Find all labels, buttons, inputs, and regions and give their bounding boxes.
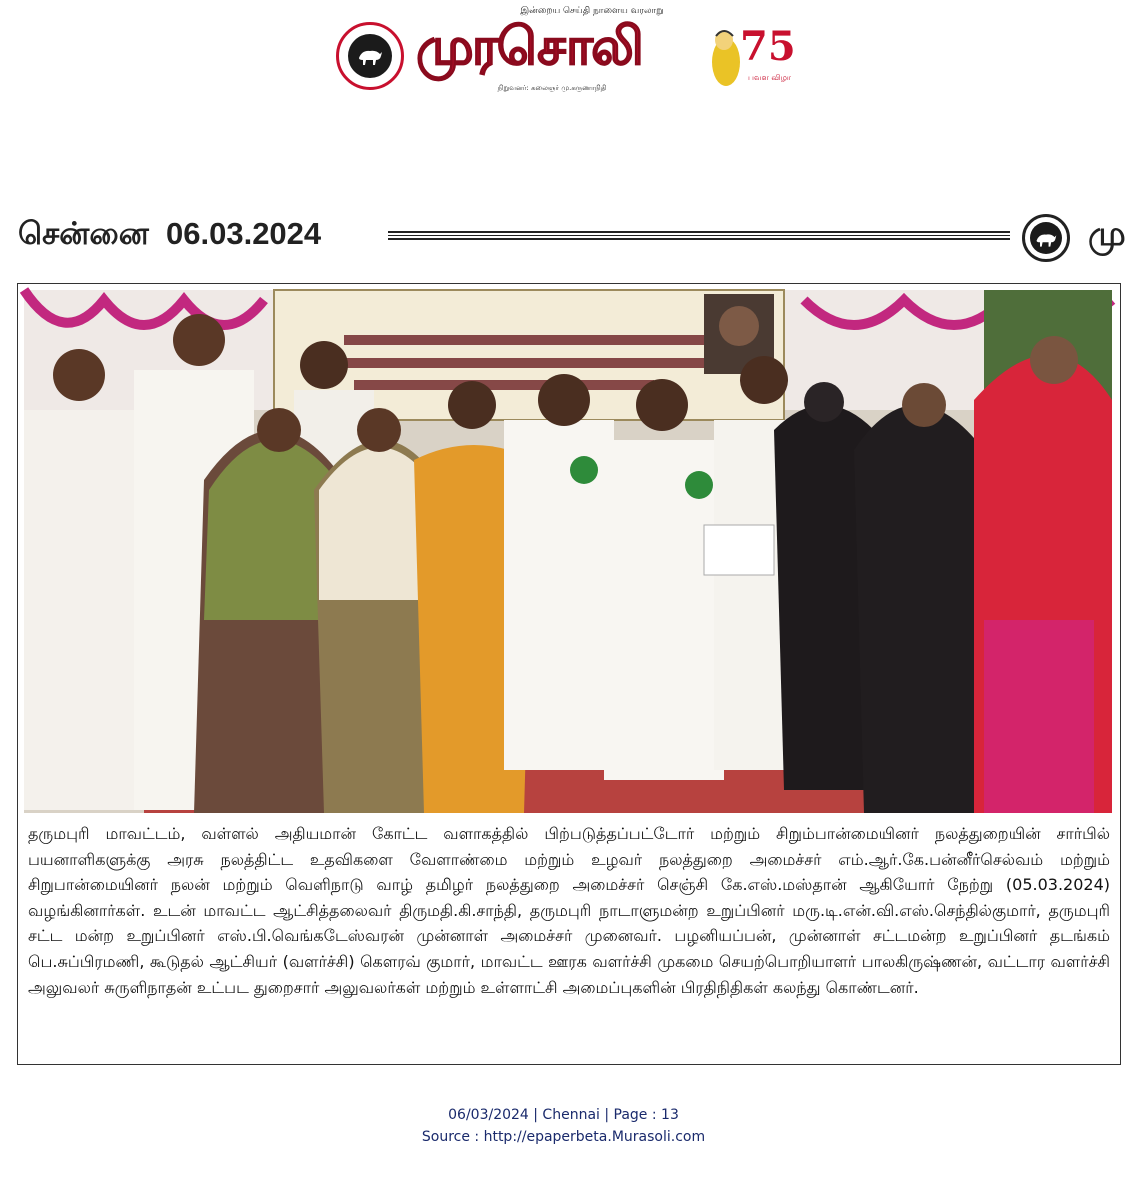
dateline-rule	[388, 231, 1010, 240]
dateline	[18, 212, 1127, 262]
anniversary-label: பவள விழா	[748, 73, 792, 82]
small-bull-icon	[1034, 228, 1058, 248]
dateline-trailing-text: மு	[1088, 214, 1126, 254]
founder-line: நிறுவனர்: கலைஞர் மு.கருணாநிதி	[497, 84, 607, 92]
group-photo-image	[24, 290, 1112, 813]
news-article	[17, 283, 1121, 1065]
page-footer	[0, 1104, 1127, 1148]
footer-source-line: Source : http://epaperbeta.Murasoli.com	[421, 1129, 706, 1145]
small-party-emblem-icon	[1022, 214, 1070, 262]
dateline-text	[18, 216, 321, 256]
masthead	[332, 6, 796, 98]
anniversary-number: 75	[740, 23, 796, 70]
party-emblem-icon	[336, 22, 404, 90]
dateline-city: சென்னை	[18, 216, 149, 251]
anniversary-75-icon	[704, 10, 796, 94]
masthead-tagline: இன்றைய செய்தி நாளைய வரலாறு	[520, 6, 664, 16]
newspaper-logo: முரசொலி	[416, 17, 642, 77]
article-caption: தருமபுரி மாவட்டம், வள்ளல் அதியமான் கோட்ட வளாகத்தில் பிற்படுத்தப்பட்டோர் மற்றும் சிறும்பான்மையினர் நலத்துறையின் சார்பில் பயனாளிகளுக்கு அரசு நலத்திட்ட உதவிகளை வேளாண்மை மற்றும் உழவர் நலத்துறை அமைச்சர் எம்.ஆர்.கே.பன்னீர்செல்வம் மற்றும் சிறுபான்மையினர் நலன் மற்றும் வெளிநாடு வாழ் தமிழர் நலத்துறை அமைச்சர் செஞ்சி கே.எஸ்.மஸ்தான் ஆகியோர் நேற்று (05.03.2024) வழங்கினார்கள். உடன் மாவட்ட ஆட்சித்தலைவர் திருமதி.கி.சாந்தி, தருமபுரி நாடாளுமன்ற உறுப்பினர் மரு.டி.என்.வி.எஸ்.செந்தில்குமார், தருமபுரி சட்ட மன்ற உறுப்பினர் எஸ்.பி.வெங்கடேஸ்வரன் முன்னாள் அமைச்சர் முனைவர். பழனியப்பன், முன்னாள் சட்டமன்ற உறுப்பினர் தடங்கம் பெ.சுப்பிரமணி, கூடுதல் ஆட்சியர் (வளர்ச்சி) கௌரவ் குமார், மாவட்ட ஊரக வளர்ச்சி முகமை செயற்பொறியாளர் பாலகிருஷ்ணன், வட்டார வளர்ச்சி அலுவலர் சுருளிநாதன் உட்பட துறைசார் அலுவலர்கள் மற்றும் உள்ளாட்சி அமைப்புகளின் பிரதிநிதிகள் கலந்து கொண்டனர்.	[28, 824, 1110, 997]
dateline-date: 06.03.2024	[166, 216, 322, 251]
bull-icon	[356, 44, 384, 66]
footer-edition-line: 06/03/2024 | Chennai | Page : 13	[448, 1107, 679, 1123]
